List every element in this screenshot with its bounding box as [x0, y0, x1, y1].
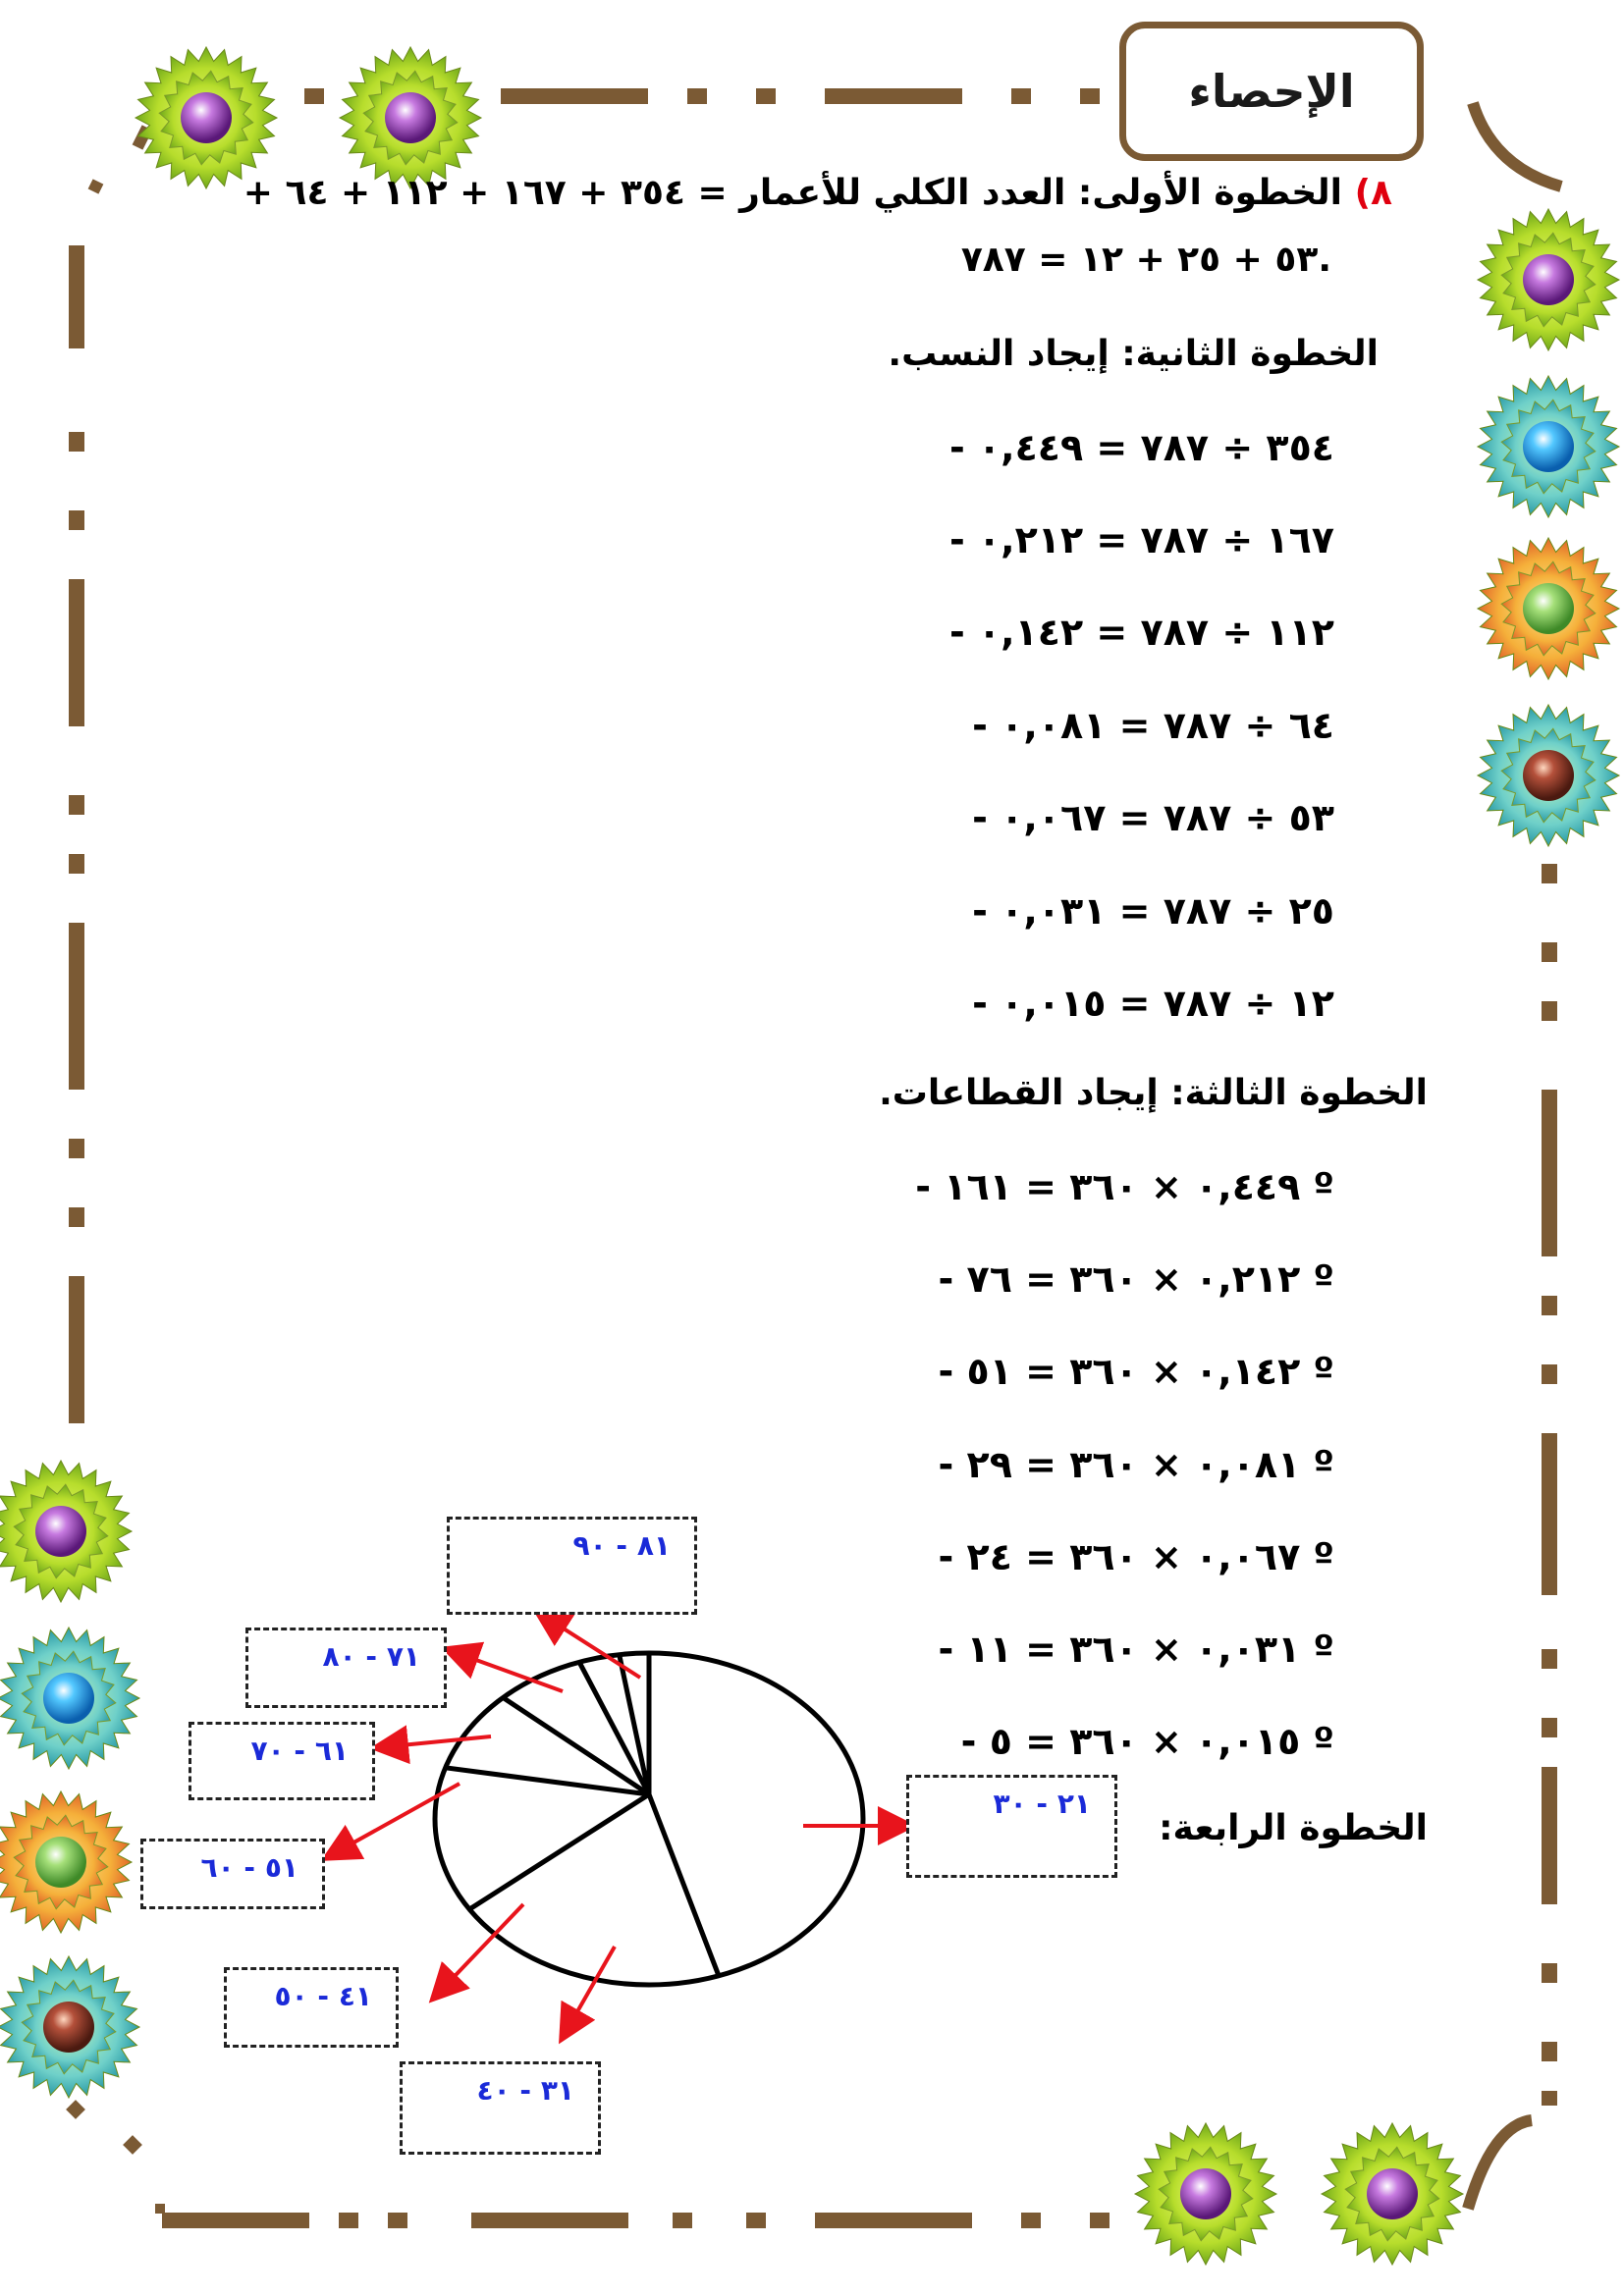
step3-heading: الخطوة الثالثة: إيجاد القطاعات.: [879, 1073, 1428, 1113]
step3-item: - ٠,٠٦٧ × ٣٦٠ = ٢٤ º: [938, 1535, 1334, 1578]
step4-heading: الخطوة الرابعة:: [1159, 1808, 1428, 1848]
pie-label-box: ٥١ - ٦٠: [140, 1839, 325, 1909]
step2-heading: الخطوة الثانية: إيجاد النسب.: [888, 334, 1379, 374]
step2-item: - ١٦٧ ÷ ٧٨٧ = ٠,٢١٢: [948, 518, 1334, 561]
page-title: الإحصاء: [1119, 22, 1424, 161]
pie-label-box: ٦١ - ٧٠: [189, 1722, 375, 1800]
pie-label-box: ٧١ - ٨٠: [245, 1628, 447, 1708]
step2-item: - ١٢ ÷ ٧٨٧ = ٠,٠١٥: [972, 982, 1334, 1025]
pie-label-box: ٨١ - ٩٠: [447, 1517, 697, 1615]
step3-item: - ٠,٤٤٩ × ٣٦٠ = ١٦١ º: [915, 1165, 1334, 1208]
step2-item: - ١١٢ ÷ ٧٨٧ = ٠,١٤٢: [948, 611, 1334, 654]
step3-item: - ٠,٢١٢ × ٣٦٠ = ٧٦ º: [938, 1257, 1334, 1301]
pie-label-box: ٣١ - ٤٠: [400, 2061, 601, 2155]
step2-item: - ٣٥٤ ÷ ٧٨٧ = ٠,٤٤٩: [948, 426, 1334, 469]
step3-item: - ٠,٠١٥ × ٣٦٠ = ٥ º: [960, 1720, 1334, 1763]
pie-label-box: ٤١ - ٥٠: [224, 1967, 399, 2048]
step3-item: - ٠,١٤٢ × ٣٦٠ = ٥١ º: [938, 1350, 1334, 1393]
step3-item: - ٠,٠٨١ × ٣٦٠ = ٢٩ º: [938, 1443, 1334, 1486]
step2-item: - ٦٤ ÷ ٧٨٧ = ٠,٠٨١: [972, 704, 1334, 747]
step1-line1-text: الخطوة الأولى: العدد الكلي للأعمار = ٣٥٤ + ١٦٧ + ١١٢ + ٦٤ +: [243, 173, 1343, 213]
step2-item: - ٥٣ ÷ ٧٨٧ = ٠,٠٦٧: [972, 796, 1334, 839]
step3-item: - ٠,٠٣١ × ٣٦٠ = ١١ º: [938, 1628, 1334, 1671]
question-number: ٨): [1354, 173, 1392, 213]
pie-label-box: ٢١ - ٣٠: [906, 1775, 1117, 1878]
step2-item: - ٢٥ ÷ ٧٨٧ = ٠,٠٣١: [972, 889, 1334, 933]
step1-line2: ٥٣ + ٢٥ + ١٢ = ٧٨٧.: [960, 240, 1331, 280]
